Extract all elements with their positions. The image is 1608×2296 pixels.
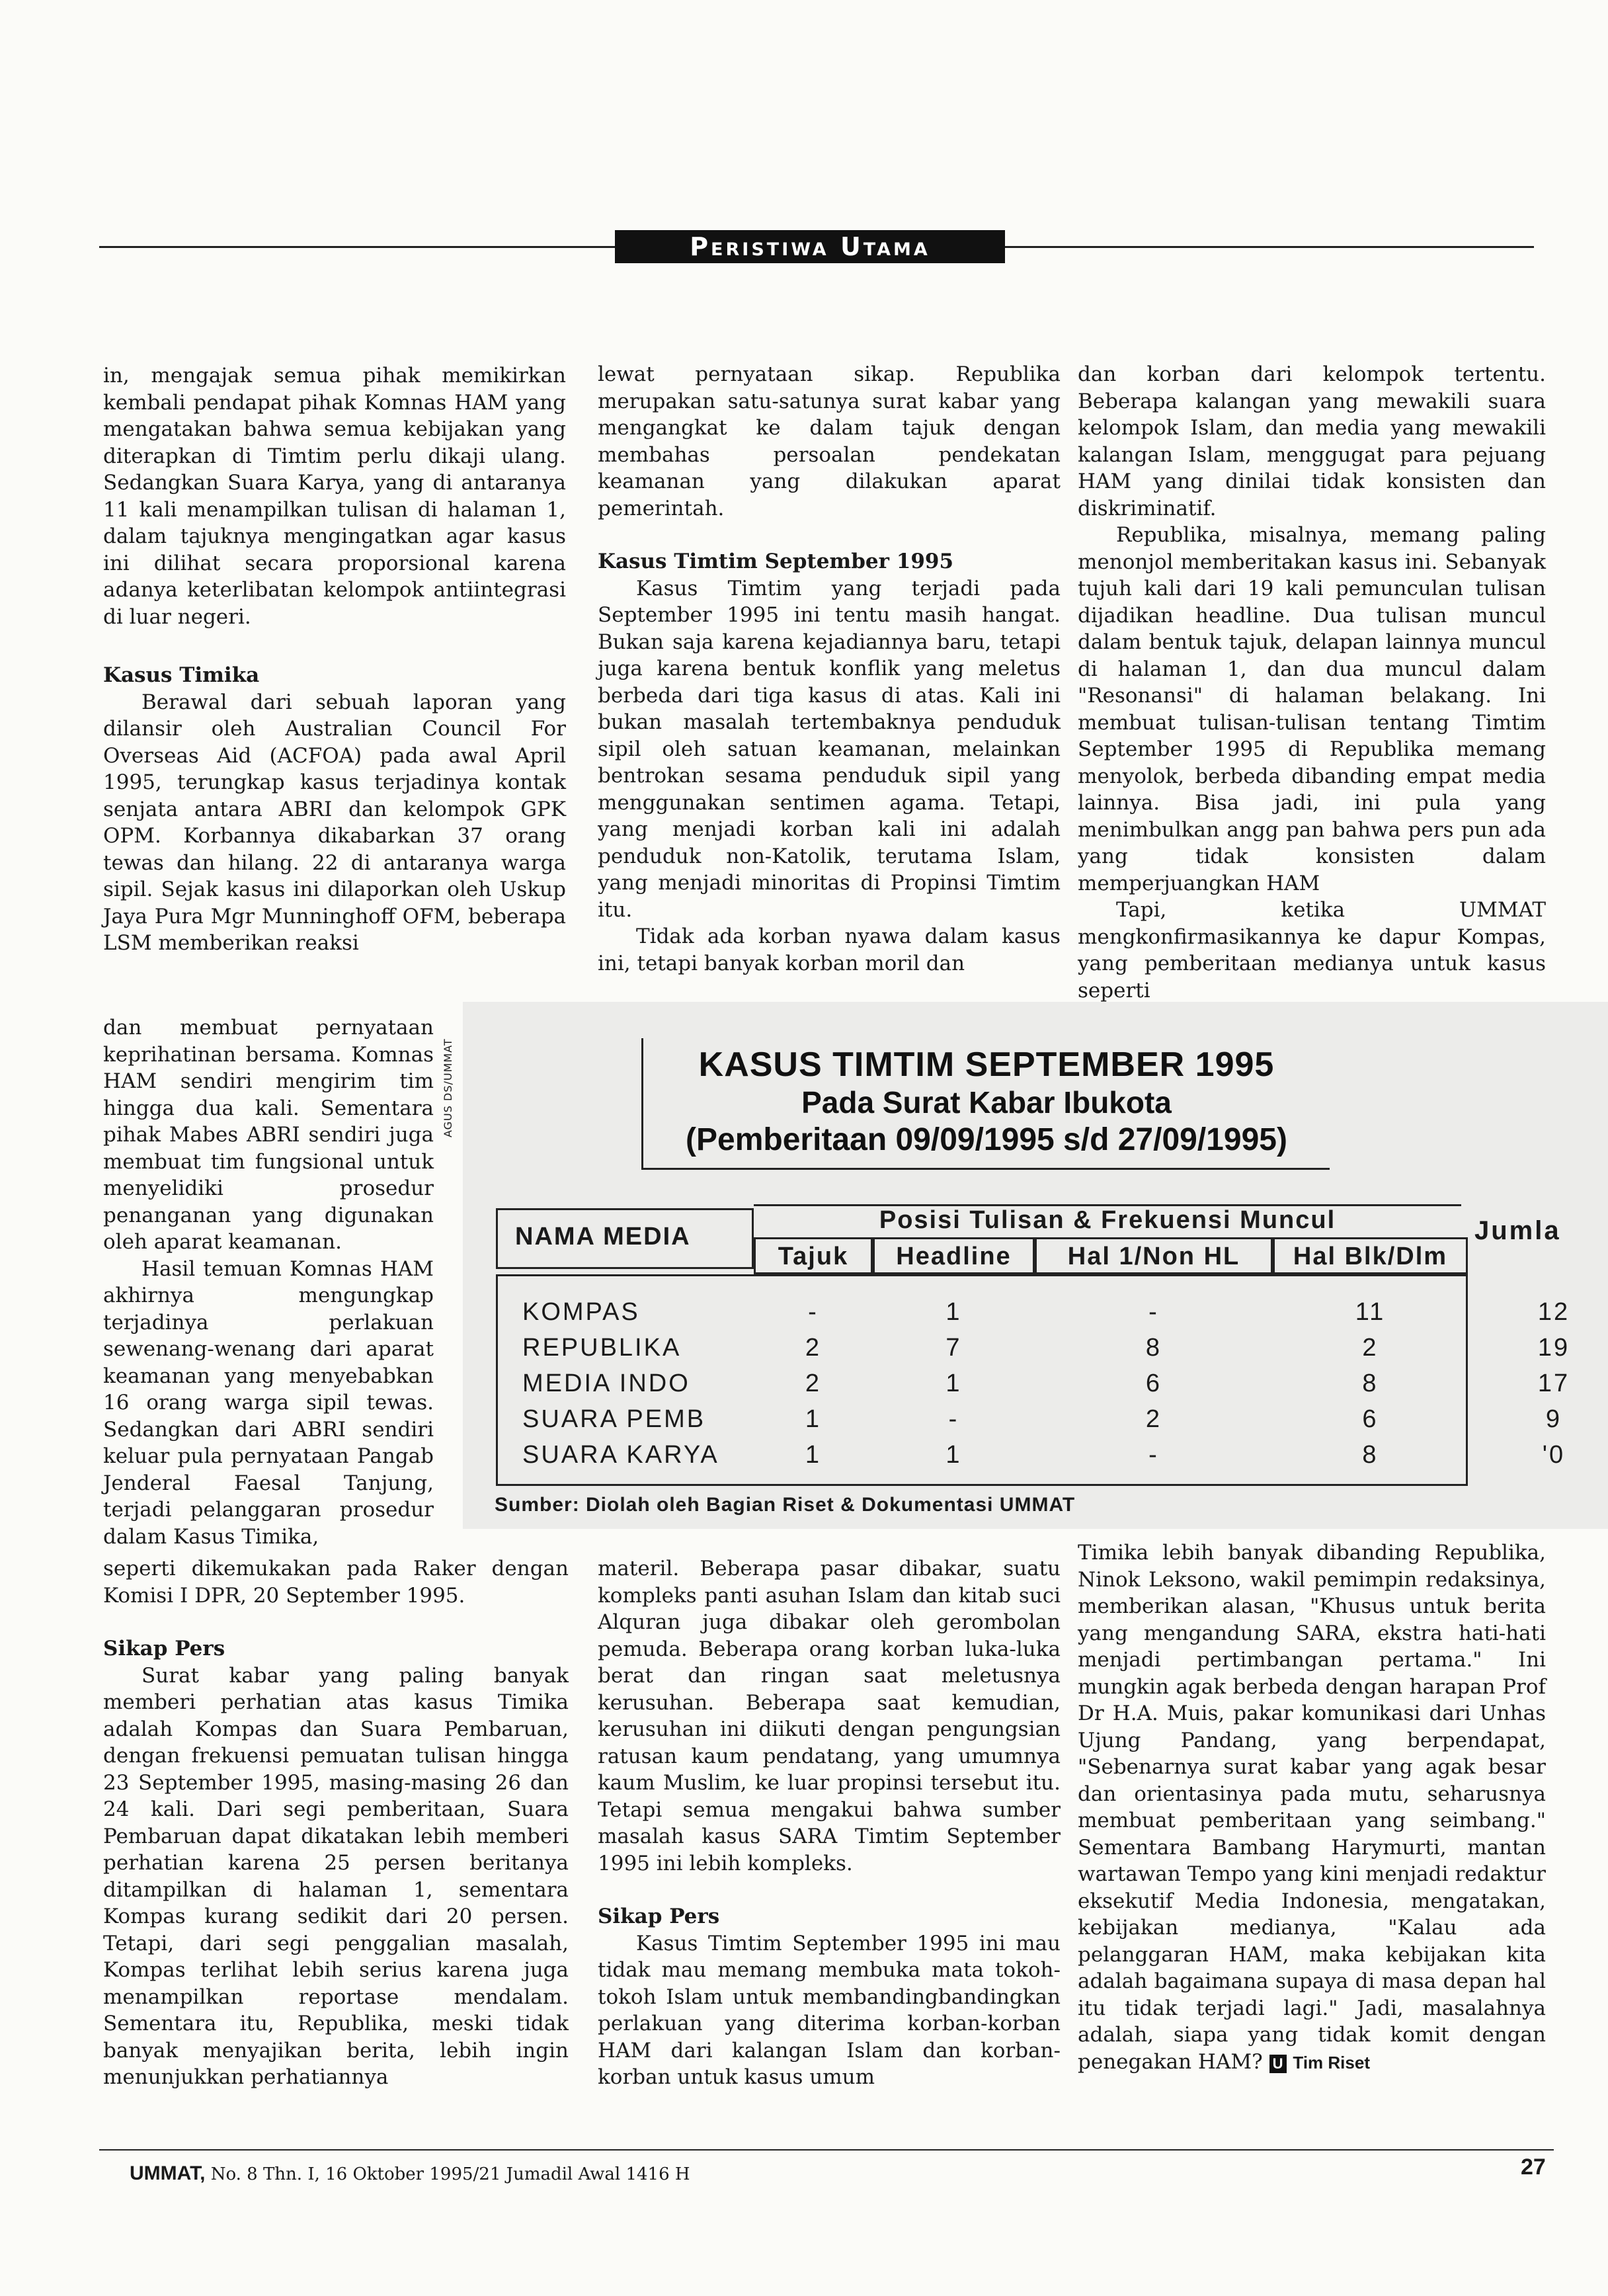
- table-row: [496, 1441, 1608, 1477]
- paragraph: Berawal dari sebuah laporan yang dilansir oleh Australian Council For Overseas Aid (ACFOA) pada awal April 1995, terungkap kasus terjadinya kontak senjata antara ABRI dan kelompok GPK OPM. Korbannya dikabarkan 37 orang tewas dan hilang. 22 di antaranya warga sipil. Sejak kasus ini dilaporkan oleh Uskup Jaya Pura Mgr Munninghoff OFM, beberapa LSM memberikan reaksi: [103, 690, 566, 955]
- header-rule-right: [1005, 246, 1534, 248]
- column-1-narrow: [103, 1014, 434, 1550]
- subheading-kasus-timika: Kasus Timika: [103, 663, 260, 687]
- cell-tajuk: -: [808, 1298, 819, 1326]
- cell-total: '0: [1542, 1441, 1566, 1469]
- col-header-total: Jumla: [1474, 1216, 1561, 1245]
- column-1-top: [103, 362, 566, 957]
- cell-tajuk: 1: [805, 1441, 822, 1469]
- table-row: [496, 1370, 1608, 1405]
- paragraph: seperti dikemukakan pada Raker dengan Komisi I DPR, 20 September 1995.: [103, 1557, 569, 1608]
- cell-blk: 8: [1362, 1370, 1379, 1397]
- photo-credit: AGUS DS/UMMAT: [442, 1038, 454, 1137]
- footer: [130, 2162, 690, 2185]
- statistics-table-box: [463, 1002, 1608, 1529]
- column-2-top: [598, 361, 1061, 977]
- paragraph: in, mengajak semua pihak memikirkan kembali pendapat pihak Komnas HAM yang mengatakan bahwa semua kebijakan yang diterapkan di Timtim perlu dikaji ulang. Sedangkan Suara Karya, yang di antaranya 11 kali menampilkan tulisan di halaman 1, dalam tajuknya mengingatkan agar kasus ini dilihat secara proporsional karena adanya keterlibatan kelompok antiintegrasi di luar negeri.: [103, 364, 566, 629]
- cell-tajuk: 2: [805, 1370, 822, 1397]
- cell-total: 17: [1537, 1370, 1570, 1397]
- column-3-bottom: [1078, 1539, 1546, 2076]
- cell-headline: 1: [945, 1441, 962, 1469]
- media-name: KOMPAS: [522, 1298, 640, 1326]
- column-2-bottom: [598, 1555, 1061, 2091]
- header-rule-left: [99, 246, 615, 248]
- paragraph: lewat pernyataan sikap. Republika merupakan satu-satunya surat kabar yang mengangkat ke dalam tajuk dengan membahas persoalan pendekatan keamanan yang dilakukan aparat pemerintah.: [598, 362, 1061, 520]
- cell-hal1: 8: [1145, 1334, 1162, 1362]
- paragraph: materil. Beberapa pasar dibakar, suatu kompleks panti asuhan Islam dan kitab suci Alquran juga dibakar oleh gerombolan pemuda. Beberapa orang korban luka-luka berat dan ringan saat meletusnya kerusuhan. Beberapa saat kemudian, kerusuhan ini diikuti dengan pengungsian ratusan kaum pendatang, yang umumnya kaum Muslim, ke luar propinsi tersebut itu. Tetapi semua mengakui bahwa sumber masalah kasus SARA Timtim September 1995 ini lebih kompleks.: [598, 1557, 1061, 1875]
- cell-hal1: -: [1148, 1441, 1159, 1469]
- paragraph: Republika, misalnya, memang paling menonjol memberitakan kasus ini. Sebanyak tujuh kali dari 19 kali pemunculan tulisan dijadikan headline. Dua tulisan muncul dalam bentuk tajuk, delapan lainnya muncul di halaman 1, dan dua muncul dalam "Resonansi" di halaman belakang. Ini membuat tulisan-tulisan tentang Timtim September 1995 di Republika memang menyolok, berbeda dibanding empat media lainnya. Bisa jadi, ini pula yang menimbulkan angg pan bahwa pers pun ada yang tidak konsisten dalam memperjuangkan HAM: [1078, 523, 1546, 895]
- cell-blk: 8: [1362, 1441, 1379, 1469]
- paragraph: Surat kabar yang paling banyak memberi perhatian atas kasus Timika adalah Kompas dan Suara Pembaruan, dengan frekuensi pemuatan tulisan hingga 23 September 1995, masing-masing 26 dan 24 kali. Dari segi pemberitaan, Suara Pembaruan dapat dikatakan lebih memberi perhatian karena 25 persen beritanya ditampilkan di halaman 1, sementara Kompas kurang sedikit dari 20 persen. Tetapi, dari segi penggalian masalah, Kompas terlihat lebih serius karena juga menampilkan reportase mendalam. Sementara itu, Republika, meski tidak banyak menyajikan berita, lebih ingin menunjukkan perhatiannya: [103, 1663, 569, 2089]
- paragraph: Kasus Timtim yang terjadi pada September 1995 ini tentu masih hangat. Bukan saja karena kejadiannya baru, tetapi juga karena bentuk konflik yang meletus berbeda dari tiga kasus di atas. Kali ini bukan masalah tertembaknya penduduk sipil oleh satuan keamanan, melainkan bentrokan sesama penduduk sipil yang menggunakan sentimen agama. Tetapi, yang menjadi korban kali ini adalah penduduk non-Katolik, terutama Islam, yang menjadi minoritas di Propinsi Timtim itu.: [598, 576, 1061, 922]
- cell-hal1: -: [1148, 1298, 1159, 1326]
- cell-headline: 7: [945, 1334, 962, 1362]
- col-group-header: Posisi Tulisan & Frekuensi Muncul: [754, 1204, 1461, 1239]
- cell-tajuk: 2: [805, 1334, 822, 1362]
- page-number: 27: [1521, 2154, 1546, 2180]
- table-title-frame: [641, 1038, 1330, 1170]
- table-source: Sumber: Diolah oleh Bagian Riset & Dokumentasi UMMAT: [495, 1494, 1076, 1516]
- cell-hal1: 2: [1145, 1405, 1162, 1433]
- paragraph: dan korban dari kelompok tertentu. Beberapa kalangan yang mewakili suara kelompok Islam, dan media yang mewakili kalangan Islam, menggugat para pejuang HAM yang dinilai tidak konsisten dan diskriminatif.: [1078, 362, 1546, 520]
- media-name: SUARA KARYA: [522, 1441, 719, 1469]
- paragraph: Tidak ada korban nyawa dalam kasus ini, tetapi banyak korban moril dan: [598, 924, 1061, 975]
- cell-blk: 11: [1355, 1298, 1386, 1326]
- media-name: MEDIA INDO: [522, 1370, 690, 1397]
- table-period: (Pemberitaan 09/09/1995 s/d 27/09/1995): [686, 1122, 1287, 1157]
- cell-headline: -: [948, 1405, 959, 1433]
- media-name: SUARA PEMB: [522, 1405, 706, 1433]
- col-header-headline: Headline: [873, 1237, 1035, 1274]
- col-header-media: NAMA MEDIA: [496, 1208, 754, 1269]
- issue-info: No. 8 Thn. I, 16 Oktober 1995/21 Jumadil Awal 1416 H: [210, 2164, 690, 2184]
- paragraph: Kasus Timtim September 1995 ini mau tidak mau memang membuka mata tokoh-tokoh Islam untuk membandingbandingkan perlakuan yang diterima korban-korban HAM dari kalangan Islam dan korban-korban untuk kasus umum: [598, 1931, 1061, 2089]
- cell-tajuk: 1: [805, 1405, 822, 1433]
- col-header-hal1: Hal 1/Non HL: [1035, 1237, 1273, 1274]
- paragraph: Tapi, ketika UMMAT mengkonfirmasikannya ke dapur Kompas, yang pemberitaan medianya untuk kasus seperti: [1078, 898, 1546, 1003]
- cell-hal1: 6: [1145, 1370, 1162, 1397]
- subheading-kasus-timtim: Kasus Timtim September 1995: [598, 550, 954, 573]
- paragraph: dan membuat pernyataan keprihatinan bersama. Komnas HAM sendiri mengirim tim hingga dua kali. Sementara pihak Mabes ABRI sendiri juga membuat tim fungsional untuk menyelidiki prosedur penanganan yang digunakan oleh aparat keamanan.: [103, 1016, 434, 1254]
- cell-total: 12: [1537, 1298, 1570, 1326]
- table-subtitle: Pada Surat Kabar Ibukota: [801, 1085, 1172, 1120]
- col-header-blk: Hal Blk/Dlm: [1273, 1237, 1468, 1274]
- subheading-sikap-pers: Sikap Pers: [598, 1905, 720, 1928]
- table-row: [496, 1334, 1608, 1370]
- subheading-sikap-pers: Sikap Pers: [103, 1637, 225, 1660]
- paragraph-text: Timika lebih banyak dibanding Republika, Ninok Leksono, wakil pemimpin redaksinya, memberikan alasan, "Khusus untuk berita yang mengandung SARA, ekstra hati-hati menjadi pertimbangan pertama." Ini mungkin agak berbeda dengan harapan Prof Dr H.A. Muis, pakar komunikasi dari Unhas Ujung Pandang, yang berpendapat, "Sebenarnya surat kabar yang agak besar dan orientasinya pada mutu, seharusnya membuat pemberitaan yang seimbang." Sementara Bambang Harymurti, mantan wartawan Tempo yang kini menjadi redaktur eksekutif Media Indonesia, mengatakan, kebijakan medianya, "Kalau ada pelanggaran HAM, maka kebijakan kita adalah bagaimana supaya di masa depan hal itu tidak terjadi lagi." Jadi, masalahnya adalah, siapa yang tidak komit dengan penegakan HAM?: [1078, 1541, 1546, 2074]
- cell-blk: 2: [1362, 1334, 1379, 1362]
- media-name: REPUBLIKA: [522, 1334, 682, 1362]
- cell-headline: 1: [945, 1298, 962, 1326]
- footer-rule: [99, 2149, 1554, 2151]
- paragraph: [1078, 1539, 1546, 2076]
- cell-blk: 6: [1362, 1405, 1379, 1433]
- publication-name: UMMAT,: [130, 2162, 206, 2184]
- cell-total: 9: [1545, 1405, 1562, 1433]
- col-header-tajuk: Tajuk: [754, 1237, 873, 1274]
- column-1-bottom: [103, 1555, 569, 2091]
- cell-total: 19: [1537, 1334, 1570, 1362]
- section-header: Peristiwa Utama: [615, 230, 1005, 263]
- end-mark: U: [1269, 2055, 1287, 2073]
- paragraph: Hasil temuan Komnas HAM akhirnya mengungkap terjadinya perlakuan sewenang-wenang dari aparat keamanan yang menyebabkan 16 orang warga sipil tewas. Sedangkan dari ABRI sendiri keluar pula pernyataan Pangab Jenderal Faesal Tanjung, terjadi pelanggaran prosedur dalam Kasus Timika,: [103, 1256, 434, 1549]
- table-title: KASUS TIMTIM SEPTEMBER 1995: [698, 1046, 1275, 1084]
- column-3-top: [1078, 361, 1546, 1004]
- signature: Tim Riset: [1293, 2052, 1370, 2072]
- table-row: [496, 1405, 1608, 1441]
- table-row: [496, 1298, 1608, 1334]
- cell-headline: 1: [945, 1370, 962, 1397]
